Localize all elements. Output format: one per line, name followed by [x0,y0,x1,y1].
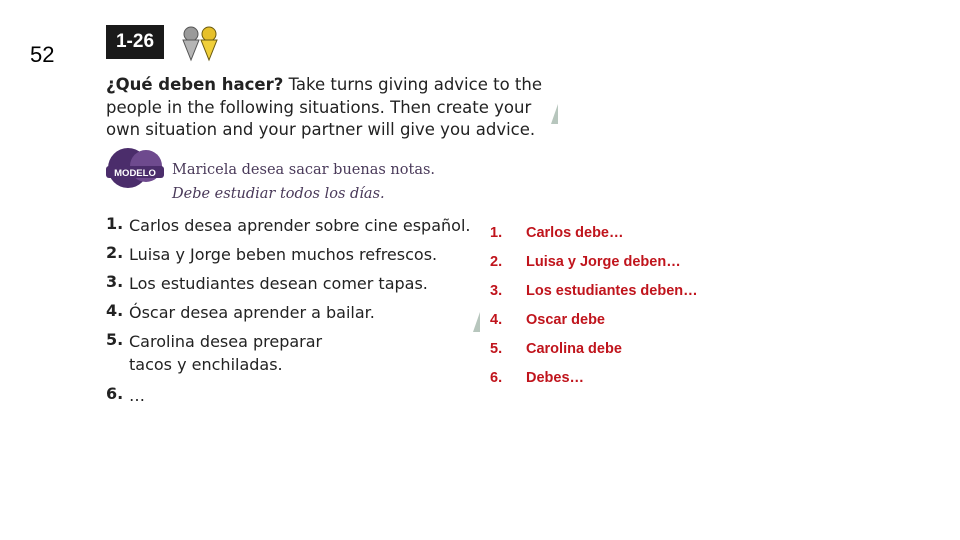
list-item [106,384,145,407]
answer-item [490,225,698,254]
answer-number: 3. [490,283,503,299]
answer-text: Carlos debe… [526,225,624,241]
answer-number: 2. [490,254,503,270]
answer-item [490,254,698,283]
list-item [106,243,437,266]
modelo-logo-icon [106,146,164,190]
item-number: 3. [106,272,124,291]
modelo-answer: Debe estudiar todos los días. [172,186,385,202]
item-number: 6. [106,384,124,403]
modelo-label: MODELO [114,168,156,179]
answer-text: Oscar debe [526,312,605,328]
answer-text: Carolina debe [526,341,622,357]
list-item [106,214,470,237]
answer-item [490,341,698,370]
decorative-shape [473,312,480,332]
list-item [106,301,375,324]
item-text: Óscar desea aprender a bailar. [129,303,375,322]
pair-work-icon [178,26,222,62]
item-text: Luisa y Jorge beben muchos refrescos. [129,245,438,264]
list-item [106,330,322,376]
item-number: 5. [106,330,124,349]
answer-item [490,312,698,341]
list-item [106,272,428,295]
decorative-shape [551,104,558,124]
answer-text: Debes… [526,370,585,386]
modelo-prompt: Maricela desea sacar buenas notas. [172,162,436,178]
instructions-text: Take turns giving advice to the people in the following situations. Then create your own situation and your partner will give you advice. [106,75,543,139]
answer-item [490,370,698,399]
item-text: Carolina desea preparar tacos y enchiladas. [129,332,323,374]
activity-instructions [106,74,556,142]
item-text: Carlos desea aprender sobre cine español. [129,216,471,235]
answer-number: 4. [490,312,503,328]
answer-text: Luisa y Jorge deben… [526,254,681,270]
item-text: … [129,386,145,405]
instructions-lead: ¿Qué deben hacer? [106,75,284,94]
activity-number-badge: 1-26 [106,25,164,59]
answer-list [490,225,698,399]
answer-number: 5. [490,341,503,357]
answer-number: 6. [490,370,503,386]
item-number: 2. [106,243,124,262]
modelo-example [106,146,566,206]
item-number: 1. [106,214,124,233]
answer-text: Los estudiantes deben… [526,283,698,299]
answer-item [490,283,698,312]
item-number: 4. [106,301,124,320]
item-text: Los estudiantes desean comer tapas. [129,274,428,293]
answer-number: 1. [490,225,503,241]
slide-number: 52 [30,42,55,67]
